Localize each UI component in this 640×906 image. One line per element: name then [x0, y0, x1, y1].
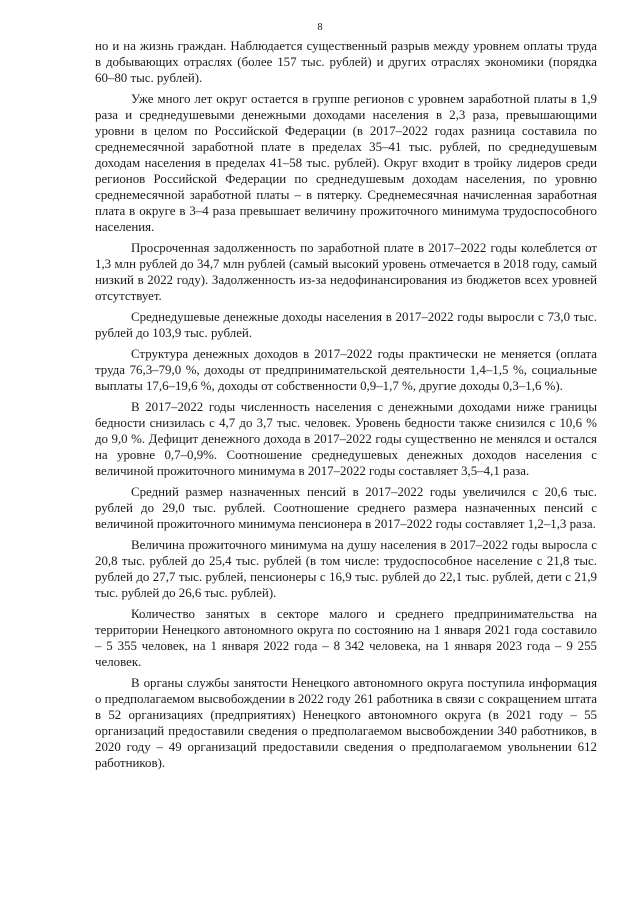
paragraph-sme-employment: Количество занятых в секторе малого и среднего предпринимательства на территории Ненецкого автономного округа по состоянию на 1 января 2021 года составило – 5 355 человек, на 1 января 2022 года – 8 342 человека, на 1 января 2023 года – 9 255 человек.	[95, 607, 597, 669]
paragraph-subsistence-minimum: Величина прожиточного минимума на душу населения в 2017–2022 годы выросла с 20,8 тыс. рублей до 25,4 тыс. рублей (в том числе: трудоспособное население с 21,8 тыс. рублей до 27,7 тыс. рублей, пенсионеры с 16,9 тыс. рублей до 22,1 тыс. рублей, дети с 21,9 тыс. рублей до 26,6 тыс. рублей).	[95, 538, 597, 600]
paragraph-pensions: Средний размер назначенных пенсий в 2017–2022 годы увеличился с 20,6 тыс. рублей до 29,0 тыс. рублей. Соотношение среднего размера назначенных пенсий с величиной прожиточного минимума пенсионера в 2017–2022 годы составляет 1,2–1,3 раза.	[95, 485, 597, 531]
paragraph-wage-arrears: Просроченная задолженность по заработной плате в 2017–2022 годы колеблется от 1,3 млн рублей до 34,7 млн рублей (самый высокий уровень отмечается в 2018 году, самый низкий в 2022 году). Задолженность из-за недофинансирования из бюджетов всех уровней отсутствует.	[95, 241, 597, 303]
paragraph-continuation: но и на жизнь граждан. Наблюдается существенный разрыв между уровнем оплаты труда в добывающих отраслях (более 157 тыс. рублей) и других отраслях экономики (порядка 60–80 тыс. рублей).	[95, 39, 597, 85]
paragraph-poverty: В 2017–2022 годы численность населения с денежными доходами ниже границы бедности снизилась с 4,7 до 3,7 тыс. человек. Уровень бедности также снизился с 10,6 % до 9,0 %. Дефицит денежного дохода в 2017–2022 годы существенно не менялся и остался на уровне 0,7–0,9%. Соотношение среднедушевых денежных доходов населения с величиной прожиточного минимума в 2017–2022 годы составляет 3,5–4,1 раза.	[95, 400, 597, 478]
paragraph-employment-service: В органы службы занятости Ненецкого автономного округа поступила информация о предполагаемом высвобождении в 2022 году 261 работника в связи с сокращением штата в 52 организациях (предприятиях) Ненецкого автономного округа (в 2021 году – 55 организаций предоставили сведения о предполагаемом высвобождении 340 работников, в 2020 году – 49 организаций предоставили сведения о предполагаемом увольнении 612 работников).	[95, 676, 597, 770]
paragraph-per-capita-income: Среднедушевые денежные доходы населения в 2017–2022 годы выросли с 73,0 тыс. рублей до 103,9 тыс. рублей.	[95, 310, 597, 340]
paragraph-wage-levels: Уже много лет округ остается в группе регионов с уровнем заработной платы в 1,9 раза и среднедушевыми денежными доходами населения в 2,3 раза, превышающими уровни в целом по Российской Федерации (в 2017–2022 годах разница составила по среднемесячной заработной плате в пределах 35–41 тыс. рублей, по среднедушевым доходам населения в пределах 41–58 тыс. рублей). Округ входит в тройку лидеров среди регионов Российской Федерации по среднедушевым доходам населения, по уровню среднемесячной заработной платы – в пятерку. Среднемесячная начисленная заработная плата в округе в 3–4 раза превышает величину прожиточного минимума трудоспособного населения.	[95, 92, 597, 234]
page-number: 8	[317, 22, 323, 33]
paragraph-income-structure: Структура денежных доходов в 2017–2022 годы практически не меняется (оплата труда 76,3–79,0 %, доходы от предпринимательской деятельности 1,4–1,5 %, социальные выплаты 17,6–19,6 %, доходы от собственности 0,9–1,7 %, другие доходы 0,3–1,6 %).	[95, 347, 597, 393]
document-body	[95, 38, 597, 776]
